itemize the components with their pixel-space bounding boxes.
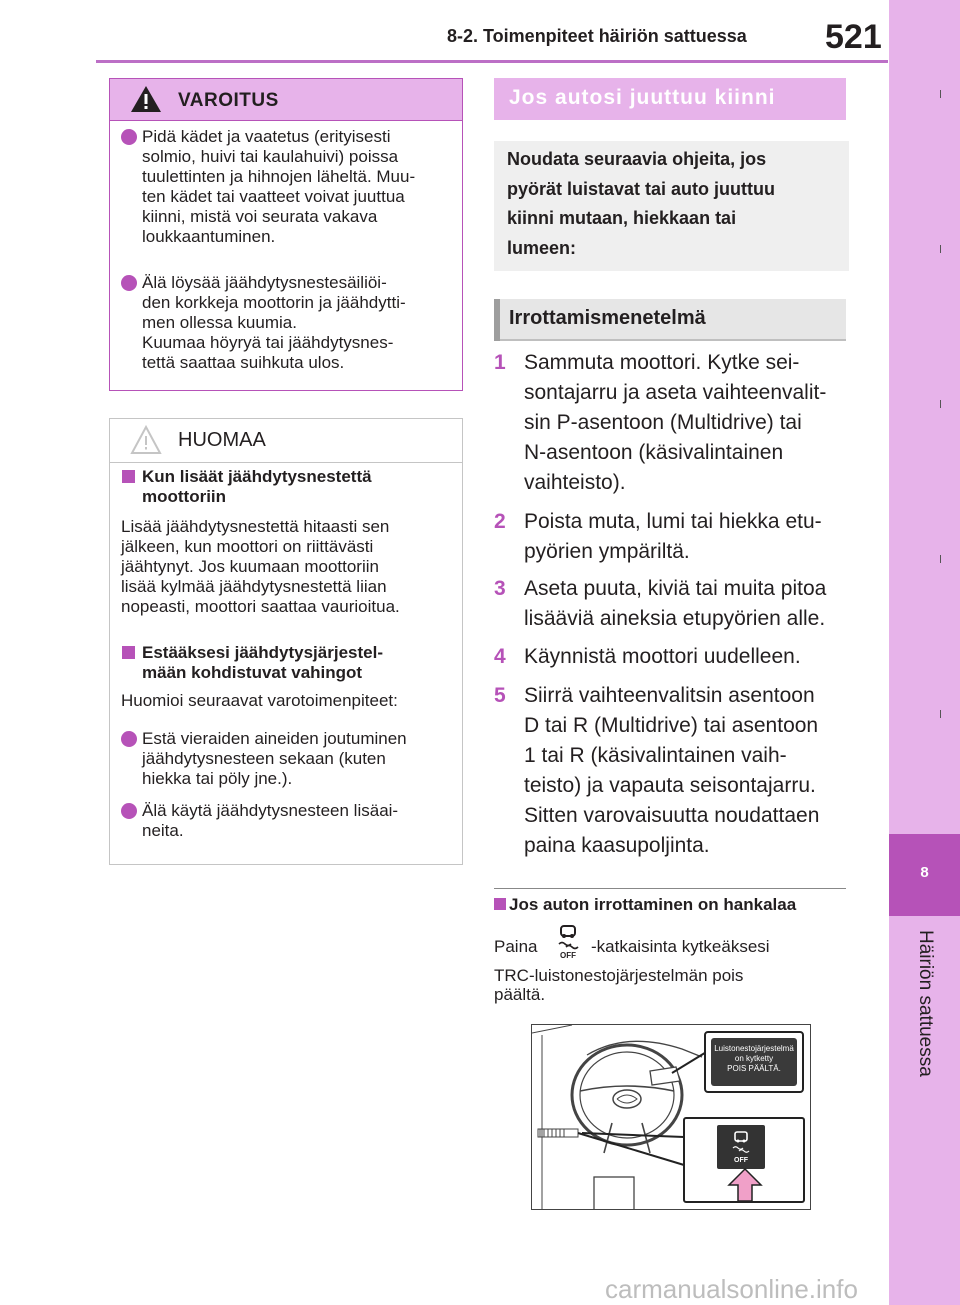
chapter-number-box (889, 834, 960, 916)
hard-case-heading: Jos auton irrottaminen on hankalaa (494, 895, 796, 915)
square-bullet-icon (122, 646, 135, 659)
notice-label: HUOMAA (178, 429, 266, 451)
tab-tick (940, 400, 941, 408)
chapter-tab (889, 0, 960, 1305)
dashboard-illustration (531, 1024, 811, 1210)
step-text: Aseta puuta, kiviä tai muita pitoa lisääviä aineksia etupyörien alle. (524, 577, 827, 630)
chapter-number: 8 (920, 864, 929, 881)
subheading-bar (494, 299, 500, 341)
display-screen (711, 1038, 797, 1086)
trc-off-icon (717, 1125, 765, 1169)
warning-box (109, 78, 463, 391)
divider (494, 888, 846, 889)
warning-header (110, 79, 462, 121)
square-bullet-icon (494, 898, 506, 910)
press-rest: TRC-luistonestojärjestelmän pois päältä. (494, 966, 744, 1004)
press-prefix: Paina (494, 937, 538, 956)
notice-box (109, 418, 463, 865)
step-text: Käynnistä moottori uudelleen. (524, 645, 801, 668)
notice-header (110, 419, 462, 463)
step-number: 2 (494, 510, 506, 533)
step-text: Sammuta moottori. Kytke sei- sontajarru ja aseta vaihteenvalit- sin P-asentoon (Multidrive) tai N-asentoon (käsivalintainen vaihteisto). (524, 351, 827, 494)
bullet-dot-icon (121, 129, 137, 145)
display-callout (704, 1031, 804, 1093)
watermark: carmanualsonline.info (605, 1274, 858, 1304)
section-title: 8-2. Toimenpiteet häiriön sattuessa (447, 26, 747, 46)
bullet-dot-icon (121, 275, 137, 291)
step-number: 5 (494, 684, 506, 707)
step-item (494, 348, 826, 498)
section-banner-title: Jos autosi juuttuu kiinni (509, 86, 776, 109)
notice-paragraph: Lisää jäähdytysnestettä hitaasti sen jälkeen, kun moottori on riittävästi jäähtynyt. Jos kuumaan moottoriin lisää kylmää jäähdytysnestettä liian nopeasti, moottori saattaa vaurioitua. (121, 517, 400, 616)
trc-icon-label: OFF (560, 951, 576, 960)
display-message: Luistonestojärjestelmä on kytketty POIS PÄÄLTÄ. (714, 1044, 794, 1073)
notice-bullet: Älä käytä jäähdytysnesteen lisäai- neita. (121, 801, 461, 841)
chapter-label-wrap (905, 930, 945, 1100)
step-text: Siirrä vaihteenvalitsin asentoon D tai R (Multidrive) tai asentoon 1 tai R (käsivalintainen vaih- teisto) ja vapauta seisontajarru. Sitten varovaisuutta noudattaen paina kaasupoljinta. (524, 684, 820, 857)
intro-box (494, 141, 849, 271)
notice-subheading: Estääksesi jäähdytysjärjestel- mään kohdistuvat vahingot (121, 643, 461, 683)
step-text: Poista muta, lumi tai hiekka etu- pyörien ympäriltä. (524, 510, 822, 563)
step-item (494, 642, 801, 672)
header-rule (96, 60, 888, 63)
warning-bullet: Pidä kädet ja vaatetus (erityisesti solmio, huivi tai kaulahuivi) poissa tuulettinten ja hihnojen läheltä. Muu- ten kädet tai vaatteet voivat juuttua kiinni, mistä voi seurata vakava loukkaantuminen. (121, 127, 461, 247)
button-label: OFF (734, 1157, 748, 1164)
warning-icon (130, 85, 162, 113)
step-number: 4 (494, 645, 506, 668)
tab-tick (940, 555, 941, 563)
square-bullet-icon (122, 470, 135, 483)
press-suffix: -katkaisinta kytkeäksesi (591, 937, 770, 956)
step-number: 1 (494, 351, 506, 374)
caution-icon (130, 425, 162, 455)
tab-tick (940, 90, 941, 98)
button-callout (683, 1117, 805, 1203)
notice-subheading: Kun lisäät jäähdytysnestettä moottoriin (121, 467, 461, 507)
notice-bullet: Estä vieraiden aineiden joutuminen jäähdytysnesteen sekaan (kuten hiekka tai pöly jne.). (121, 729, 461, 789)
step-item (494, 507, 822, 567)
trc-off-button (717, 1125, 765, 1169)
subheading-title: Irrottamismenetelmä (509, 307, 706, 329)
chapter-label: Häiriön sattuessa (915, 930, 936, 1077)
warning-label: VAROITUS (178, 90, 279, 111)
warning-bullet: Älä löysää jäähdytysnestesäiliöi- den korkkeja moottorin ja jäähdytti- men ollessa kuumia. Kuumaa höyryä tai jäähdytysnes- tettä saattaa suihkuta ulos. (121, 273, 461, 373)
trc-off-icon (553, 924, 583, 960)
subheading (494, 299, 846, 341)
step-item (494, 681, 819, 861)
bullet-dot-icon (121, 803, 137, 819)
step-item (494, 574, 826, 634)
intro-text: Noudata seuraavia ohjeita, jos pyörät luistavat tai auto juuttuu kiinni mutaan, hiekkaan tai lumeen: (507, 149, 776, 258)
tab-tick (940, 245, 941, 253)
step-number: 3 (494, 577, 506, 600)
arrow-up-icon (725, 1167, 765, 1203)
bullet-dot-icon (121, 731, 137, 747)
tab-tick (940, 710, 941, 718)
section-banner (494, 78, 846, 120)
notice-paragraph: Huomioi seuraavat varotoimenpiteet: (121, 691, 398, 710)
page-number: 521 (825, 18, 882, 56)
